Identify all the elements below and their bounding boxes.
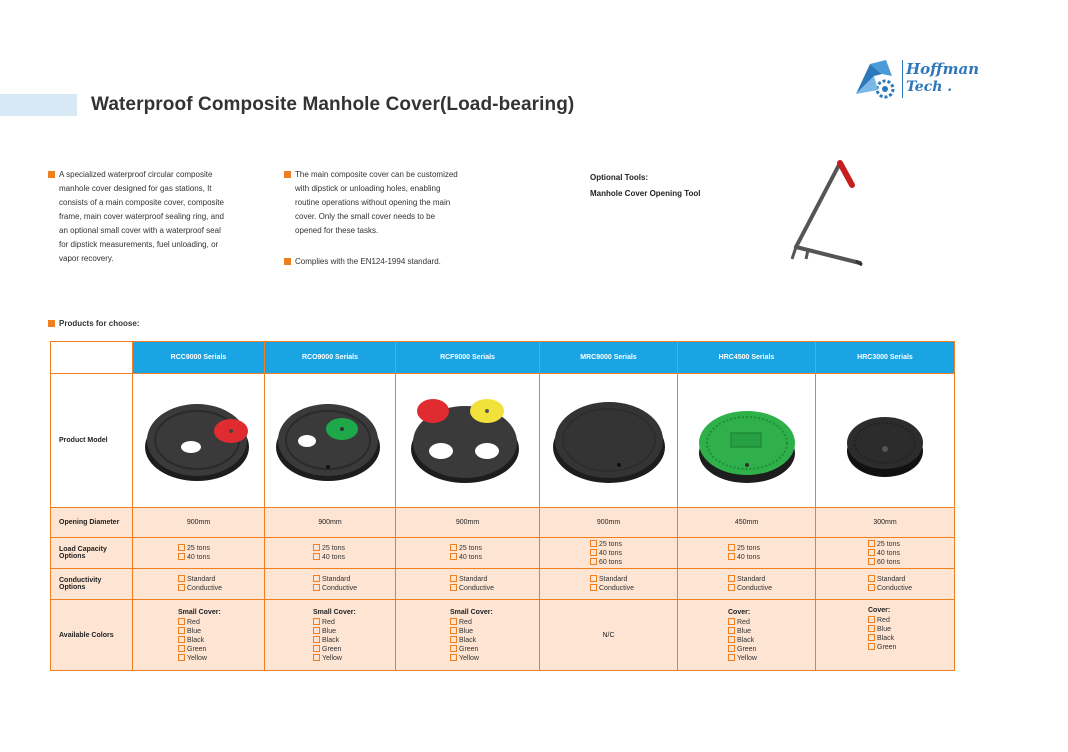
checkbox-option: Blue (178, 627, 256, 636)
text-line: A specialized waterproof circular composite (59, 170, 213, 179)
text-line: with dipstick or unloading holes, enabling (295, 184, 441, 193)
table-cell (133, 538, 265, 569)
checkbox-option: Conductive (178, 584, 256, 593)
checkbox-option: Green (450, 645, 531, 654)
logo-text-line1: Hoffman (906, 60, 980, 78)
tools-title: Optional Tools: (590, 173, 649, 182)
column-header: MRC9000 Serials (540, 342, 678, 374)
page-title: Waterproof Composite Manhole Cover(Load-bearing) (91, 94, 575, 115)
product-image-rco9000 (265, 374, 396, 508)
table-cell: N/C (540, 600, 678, 671)
intro-paragraph-3 (295, 255, 441, 269)
text-line: opened for these tasks. (295, 226, 379, 235)
checkbox-option: Conductive (728, 584, 807, 593)
color-heading: Small Cover: (313, 608, 356, 616)
tools-item: Manhole Cover Opening Tool (590, 189, 701, 198)
table-cell (816, 538, 955, 569)
checkbox-option: Standard (590, 575, 669, 584)
table-cell (396, 538, 540, 569)
text-line: Complies with the EN124-1994 standard. (295, 257, 441, 266)
row-label: Product Model (51, 374, 133, 508)
checkbox-option: Conductive (868, 584, 946, 593)
table-cell (816, 569, 955, 600)
checkbox-option: Standard (868, 575, 946, 584)
products-label (59, 319, 139, 328)
checkbox-option: Red (728, 618, 807, 627)
checkbox-option: 25 tons (313, 544, 387, 553)
checkbox-option: Conductive (590, 584, 669, 593)
row-label (51, 538, 133, 569)
checkbox-option: 40 tons (313, 553, 387, 562)
checkbox-option: Black (313, 636, 387, 645)
text-line: for dipstick measurements, fuel unloading, or (59, 240, 219, 249)
row-label-line: Conductivity (59, 577, 102, 584)
checkbox-option: Green (868, 643, 946, 652)
column-header: HRC3000 Serials (816, 342, 955, 374)
row-label: Available Colors (51, 600, 133, 671)
checkbox-option: Red (178, 618, 256, 627)
checkbox-option: 40 tons (178, 553, 256, 562)
text-line: frame, main cover waterproof sealing ring, and (59, 212, 224, 221)
company-logo (852, 56, 1002, 102)
checkbox-option: Standard (313, 575, 387, 584)
table-header-row (51, 342, 955, 374)
text-line: vapor recovery. (59, 254, 114, 263)
intro-paragraph-1 (59, 168, 224, 266)
logo-mark-icon (852, 56, 902, 102)
table-corner-cell (51, 342, 133, 374)
product-image-rcf9000 (396, 374, 540, 508)
color-heading: Cover: (868, 607, 891, 614)
bullet-square-icon (284, 171, 291, 178)
text-line: The main composite cover can be customized (295, 170, 458, 179)
checkbox-option: Yellow (178, 654, 256, 663)
checkbox-option: 25 tons (450, 544, 531, 553)
checkbox-option: 60 tons (590, 558, 669, 567)
product-image-mrc9000 (540, 374, 678, 508)
text-line: consists of a main composite cover, composite (59, 198, 224, 207)
opening-tool-image (780, 155, 870, 270)
checkbox-option: 25 tons (178, 544, 256, 553)
table-cell (133, 600, 265, 671)
table-row-colors (51, 600, 955, 671)
checkbox-option: Black (868, 634, 946, 643)
table-cell (396, 600, 540, 671)
table-cell (396, 569, 540, 600)
checkbox-option: Yellow (313, 654, 387, 663)
checkbox-option: Red (313, 618, 387, 627)
checkbox-option: Blue (450, 627, 531, 636)
products-label-text: Products for choose: (59, 319, 140, 328)
table-cell: 450mm (678, 508, 816, 538)
color-heading: Small Cover: (450, 608, 493, 616)
checkbox-option: 40 tons (728, 553, 807, 562)
text-line: routine operations without opening the main (295, 198, 451, 207)
optional-tools (590, 170, 701, 202)
text-line: manhole cover designed for gas stations, It (59, 184, 212, 193)
checkbox-option: Black (178, 636, 256, 645)
checkbox-option: Red (450, 618, 531, 627)
bullet-square-icon (48, 320, 55, 327)
column-header: HRC4500 Serials (678, 342, 816, 374)
color-heading: Small Cover: (178, 608, 221, 616)
product-image-hrc4500 (678, 374, 816, 508)
checkbox-option: Standard (728, 575, 807, 584)
table-row-conductivity (51, 569, 955, 600)
checkbox-option: Black (728, 636, 807, 645)
table-cell: 900mm (265, 508, 396, 538)
table-cell (265, 600, 396, 671)
checkbox-option: 40 tons (868, 549, 946, 558)
table-row-opening (51, 508, 955, 538)
checkbox-option: Black (450, 636, 531, 645)
table-cell (265, 569, 396, 600)
checkbox-option: Blue (868, 625, 946, 634)
checkbox-option: 40 tons (590, 549, 669, 558)
checkbox-option: 40 tons (450, 553, 531, 562)
bullet-square-icon (48, 171, 55, 178)
column-header: RCF9000 Serials (396, 342, 540, 374)
logo-divider (902, 60, 903, 98)
checkbox-option: Standard (450, 575, 531, 584)
table-cell (678, 538, 816, 569)
table-cell (265, 538, 396, 569)
table-cell: 900mm (396, 508, 540, 538)
text-line: an optional small cover with a waterproof seal (59, 226, 221, 235)
checkbox-option: Yellow (450, 654, 531, 663)
table-cell (540, 569, 678, 600)
intro-paragraph-2 (295, 168, 458, 238)
checkbox-option: Standard (178, 575, 256, 584)
row-label: Opening Diameter (51, 508, 133, 538)
product-image-row (51, 374, 955, 508)
product-image-hrc3000 (816, 374, 955, 508)
checkbox-option: Blue (313, 627, 387, 636)
checkbox-option: Conductive (313, 584, 387, 593)
row-label-line: Options (59, 584, 86, 591)
color-heading: Cover: (728, 608, 751, 616)
title-accent-bar (0, 94, 77, 116)
table-cell: 900mm (540, 508, 678, 538)
row-label (51, 569, 133, 600)
product-spec-table (50, 341, 955, 671)
checkbox-option: 60 tons (868, 558, 946, 567)
checkbox-option: Green (313, 645, 387, 654)
table-cell (133, 569, 265, 600)
product-image-rcc9000 (133, 374, 265, 508)
text-line: cover. Only the small cover needs to be (295, 212, 436, 221)
checkbox-option: 25 tons (590, 540, 669, 549)
checkbox-option: Red (868, 616, 946, 625)
checkbox-option: 25 tons (728, 544, 807, 553)
table-cell (678, 569, 816, 600)
table-cell: 300mm (816, 508, 955, 538)
checkbox-option: Yellow (728, 654, 807, 663)
row-label-line: Options (59, 553, 86, 560)
bullet-square-icon (284, 258, 291, 265)
checkbox-option: Conductive (450, 584, 531, 593)
row-label-line: Load Capacity (59, 546, 107, 553)
column-header: RCO9000 Serials (265, 342, 396, 374)
checkbox-option: 25 tons (868, 540, 946, 549)
table-cell (816, 600, 955, 671)
table-cell: 900mm (133, 508, 265, 538)
checkbox-option: Green (728, 645, 807, 654)
table-row-load (51, 538, 955, 569)
column-header: RCC9000 Serials (133, 342, 265, 374)
checkbox-option: Blue (728, 627, 807, 636)
logo-text-line2: Tech . (906, 79, 953, 95)
checkbox-option: Green (178, 645, 256, 654)
table-cell (678, 600, 816, 671)
table-cell (540, 538, 678, 569)
